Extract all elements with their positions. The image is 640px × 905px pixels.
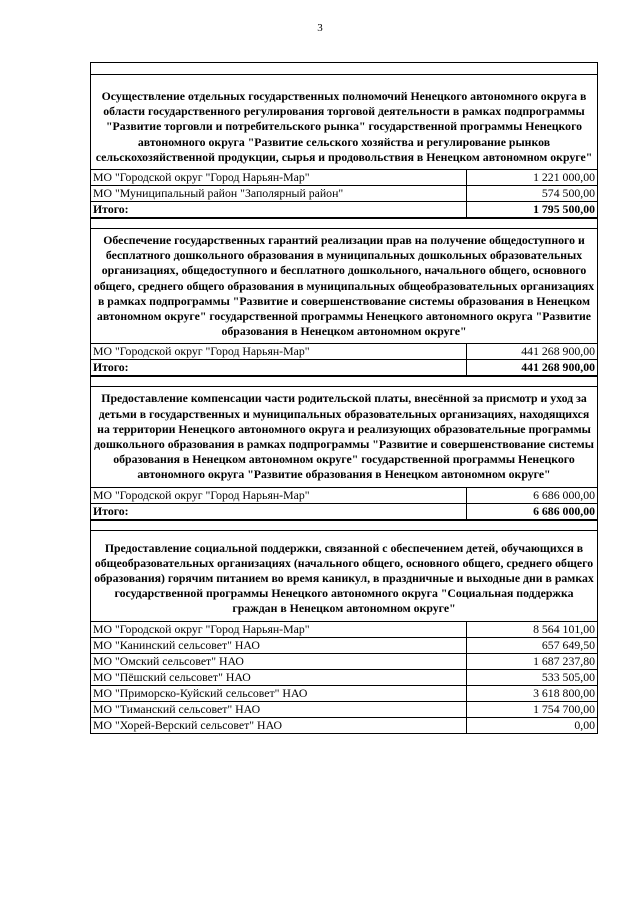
table-row [91, 669, 597, 685]
section-title: Обеспечение государственных гарантий реализации прав на получение общедоступного и бесплатного дошкольного образования в муниципальных дошкольных образовательных организациях, общедоступного и бесплатного дошкольного, начального общего, основного общего, среднего общего образования в муниципальных общеобразовательных организациях в рамках подпрограммы "Развитие и совершенствование системы образования в Ненецком автономном округе" государственной программы Ненецкого автономного округа "Развитие образования в Ненецком автономном округе" [91, 228, 597, 343]
municipality-name: МО "Городской округ "Город Нарьян-Мар" [91, 344, 467, 359]
amount-value: 8 564 101,00 [533, 621, 595, 636]
table-row [91, 685, 597, 701]
total-label: Итого: [91, 504, 467, 519]
municipality-name: МО "Приморско-Куйский сельсовет" НАО [91, 686, 467, 701]
total-value: 1 795 500,00 [533, 202, 595, 217]
municipality-name: МО "Городской округ "Город Нарьян-Мар" [91, 622, 467, 637]
amount-value: 441 268 900,00 [521, 344, 595, 359]
total-row [91, 359, 597, 376]
amount-value: 1 754 700,00 [533, 701, 595, 716]
amount-value: 3 618 800,00 [533, 685, 595, 700]
section-title: Осуществление отдельных государственных полномочий Ненецкого автономного округа в области государственного регулирования торговой деятельности в рамках подпрограммы "Развитие торговли и потребительского рынка" государственной программы Ненецкого автономного округа "Развитие сельского хозяйства и регулирование рынков сельскохозяйственной продукции, сырья и продовольствия в Ненецком автономном округе" [91, 74, 597, 169]
table-spacer-row [91, 520, 597, 530]
amount-value: 6 686 000,00 [533, 487, 595, 502]
table-row [91, 185, 597, 201]
table-row [91, 637, 597, 653]
total-label: Итого: [91, 360, 467, 375]
total-row [91, 503, 597, 520]
total-row [91, 201, 597, 218]
total-value: 6 686 000,00 [533, 503, 595, 518]
amount-value: 533 505,00 [541, 669, 595, 684]
amount-value: 1 221 000,00 [533, 170, 595, 185]
table-row [91, 487, 597, 503]
municipality-name: МО "Городской округ "Город Нарьян-Мар" [91, 488, 467, 503]
section-title: Предоставление компенсации части родительской платы, внесённой за присмотр и уход за детьми в государственных и муниципальных образовательных организациях, находящихся на территории Ненецкого автономного округа и реализующих образовательные программы дошкольного образования в рамках подпрограммы "Развитие и совершенствование системы образования в Ненецком автономном округе" государственной программы Ненецкого автономного округа "Развитие образования в Ненецком автономном округе" [91, 386, 597, 486]
total-value: 441 268 900,00 [521, 360, 595, 375]
municipality-name: МО "Городской округ "Город Нарьян-Мар" [91, 170, 467, 185]
municipality-name: МО "Канинский сельсовет" НАО [91, 638, 467, 653]
page-number: 3 [317, 22, 323, 34]
total-label: Итого: [91, 202, 467, 217]
table-spacer-row [91, 218, 597, 228]
amount-value: 657 649,50 [541, 637, 595, 652]
municipality-name: МО "Хорей-Верский сельсовет" НАО [91, 718, 467, 733]
amount-value: 1 687 237,80 [533, 653, 595, 668]
table-row [91, 717, 597, 734]
table-spacer-row [91, 376, 597, 386]
table-row [91, 701, 597, 717]
municipality-name: МО "Муниципальный район "Заполярный район" [91, 186, 467, 201]
municipality-name: МО "Омский сельсовет" НАО [91, 654, 467, 669]
section-title: Предоставление социальной поддержки, связанной с обеспечением детей, обучающихся в общеобразовательных организациях (начального общего, основного общего, среднего общего образования) горячим питанием во время каникул, в праздничные и выходные дни в рамках государственной программы Ненецкого автономного округа "Социальная поддержка граждан в Ненецком автономном округе" [91, 530, 597, 621]
table-row [91, 653, 597, 669]
table-row [91, 169, 597, 185]
municipality-name: МО "Тиманский сельсовет" НАО [91, 702, 467, 717]
amount-value: 574 500,00 [541, 186, 595, 201]
amount-value: 0,00 [574, 717, 595, 732]
table-blank-row [91, 62, 597, 74]
municipality-name: МО "Пёшский сельсовет" НАО [91, 670, 467, 685]
subsidy-table [90, 62, 598, 734]
table-row [91, 343, 597, 359]
table-row [91, 621, 597, 637]
